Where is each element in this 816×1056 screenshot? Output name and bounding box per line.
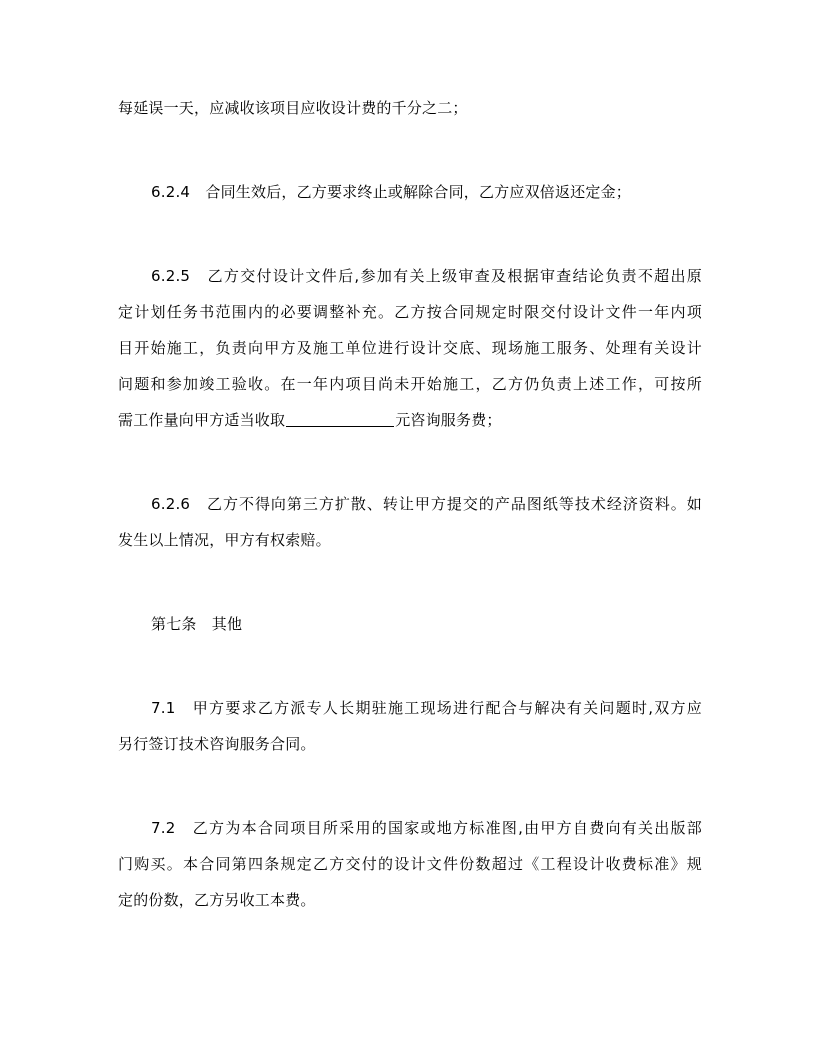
text-line: 问题和参加竣工验收。在一年内项目尚未开始施工，乙方仍负责上述工作，可按所 [118,375,702,393]
text-line: 定的份数，乙方另收工本费。 [118,891,316,909]
clause-7-1: 7.1 甲方要求乙方派专人长期驻施工现场进行配合与解决有关问题时,双方应 [151,699,702,717]
article-7-heading: 第七条 其他 [151,615,243,633]
fill-in-blank [286,412,394,427]
text-line: 目开始施工，负责向甲方及施工单位进行设计交底、现场施工服务、处理有关设计 [118,339,702,357]
clause-6-2-5: 6.2.5 乙方交付设计文件后,参加有关上级审查及根据审查结论负责不超出原 [151,267,702,285]
text-segment: 需工作量向甲方适当收取 [118,411,286,429]
text-line-with-blank [118,410,702,430]
clause-6-2-6: 6.2.6 乙方不得向第三方扩散、转让甲方提交的产品图纸等技术经济资料。如 [151,495,702,513]
clause-7-2: 7.2 乙方为本合同项目所采用的国家或地方标准图,由甲方自费向有关出版部 [151,819,702,837]
text-line: 定计划任务书范围内的必要调整补充。乙方按合同规定时限交付设计文件一年内项 [118,303,702,321]
text-line: 门购买。本合同第四条规定乙方交付的设计文件份数超过《工程设计收费标准》规 [118,855,702,873]
clause-6-2-4: 6.2.4 合同生效后，乙方要求终止或解除合同，乙方应双倍返还定金； [151,183,631,201]
text-segment: 元咨询服务费； [395,411,502,429]
text-line: 另行签订技术咨询服务合同。 [118,735,316,753]
text-line: 发生以上情况，甲方有权索赔。 [118,531,331,549]
text-line: 每延误一天，应减收该项目应收设计费的千分之二； [118,99,468,117]
